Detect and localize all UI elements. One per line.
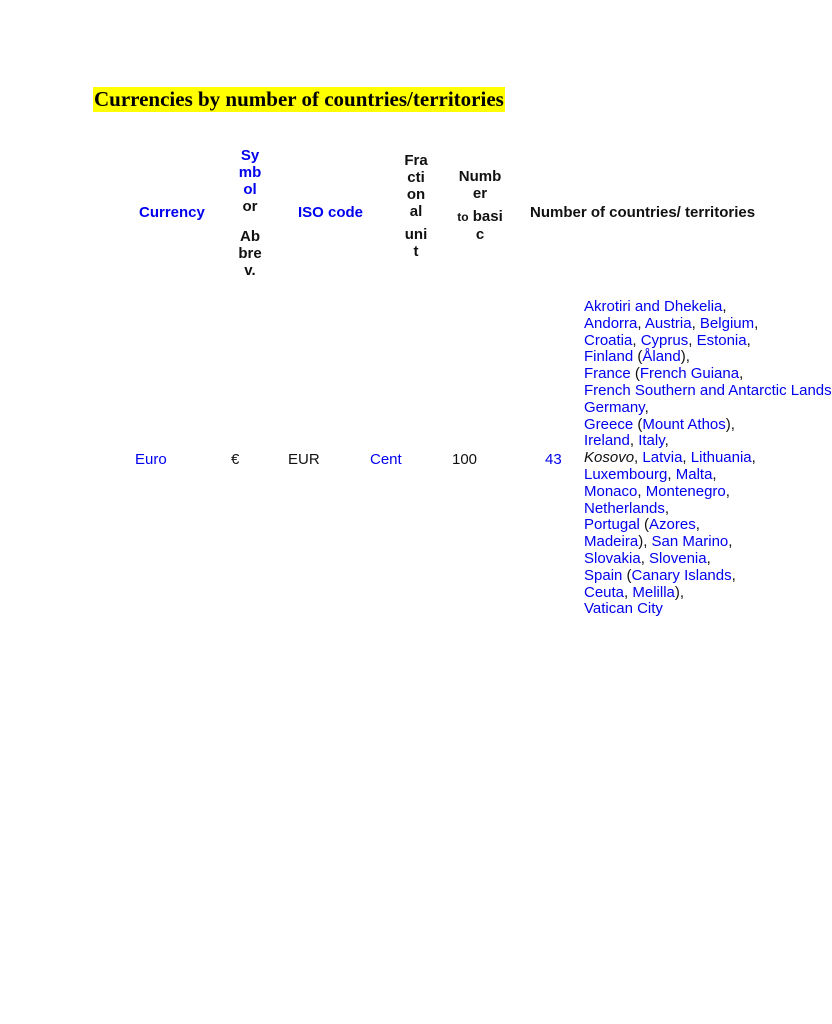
countries-list	[584, 298, 832, 618]
page-title: Currencies by number of countries/territories	[94, 87, 504, 111]
header-symbol	[229, 147, 271, 279]
country-link[interactable]: Akrotiri and Dhekelia	[584, 298, 723, 315]
country-link[interactable]: Belgium	[699, 314, 755, 332]
country-link[interactable]: Canary Islands	[631, 566, 732, 584]
country-link[interactable]: French Guiana	[639, 365, 740, 383]
header-countries: Number of countries/ territories	[530, 204, 756, 221]
country-separator: ,	[634, 449, 643, 467]
countries-line	[584, 433, 768, 450]
currency-iso: EUR	[288, 451, 320, 468]
country-link[interactable]: Greece	[584, 415, 634, 433]
country-link[interactable]: France	[584, 365, 631, 383]
country-separator: ,	[725, 482, 730, 500]
country-link[interactable]: Italy	[638, 432, 665, 450]
country-link[interactable]: Azores	[649, 516, 696, 534]
header-number-line: er	[472, 185, 488, 202]
header-basic-line: c	[475, 226, 485, 243]
country-link[interactable]: Netherlands	[584, 499, 665, 517]
country-link[interactable]: Andorra	[584, 314, 638, 332]
country-separator: (	[630, 365, 640, 383]
header-symbol-or: or	[242, 198, 258, 215]
header-fractional-line: Fra	[404, 152, 428, 169]
header-abbrev-line: bre	[238, 245, 262, 262]
country-separator: ,	[754, 314, 759, 332]
countries-line	[584, 299, 768, 316]
header-fractional-line: cti	[407, 169, 425, 186]
countries-line	[584, 601, 768, 618]
header-symbol-line[interactable]: mb	[238, 164, 262, 181]
countries-line	[584, 551, 768, 568]
country-link[interactable]: Lithuania	[690, 449, 752, 467]
country-separator: ,	[637, 482, 646, 500]
header-fractional-line: on	[406, 186, 426, 203]
fractional-unit-link[interactable]: Cent	[370, 451, 402, 468]
countries-line	[584, 400, 768, 417]
country-link[interactable]: Mount Athos	[642, 415, 726, 433]
countries-line	[584, 333, 768, 350]
header-number-line: Numb	[458, 168, 502, 185]
header-to-basic-line	[452, 208, 508, 226]
countries-line	[584, 450, 768, 467]
country-link[interactable]: Malta	[675, 465, 713, 483]
countries-line	[584, 568, 768, 585]
country-link[interactable]: Cyprus	[640, 331, 689, 349]
country-separator: ,	[722, 298, 727, 315]
country-link[interactable]: Estonia	[696, 331, 747, 349]
country-separator: ,	[629, 432, 639, 450]
country-separator: ,	[682, 449, 691, 467]
countries-line	[584, 349, 768, 366]
countries-line	[584, 467, 768, 484]
country-link[interactable]: Vatican City	[584, 600, 663, 618]
header-number-to-basic	[452, 168, 508, 243]
country-link[interactable]: Slovakia	[584, 549, 641, 567]
header-iso-code-link[interactable]: ISO code	[298, 204, 364, 221]
number-to-basic: 100	[452, 451, 478, 468]
country-separator: ,	[624, 583, 633, 601]
header-currency-link[interactable]: Currency	[139, 204, 205, 221]
country-separator: ,	[664, 499, 670, 517]
country-separator: ,	[712, 465, 717, 483]
countries-line	[584, 501, 768, 518]
country-link[interactable]: French Southern and Antarctic Lands	[584, 381, 832, 399]
country-link[interactable]: Slovenia	[649, 549, 707, 567]
header-fractional-line: al	[409, 203, 423, 220]
country-separator: ,	[691, 314, 700, 332]
header-unit-line: t	[413, 243, 419, 260]
country-separator: ),	[725, 415, 735, 433]
countries-line	[584, 517, 768, 534]
header-symbol-line[interactable]: ol	[243, 181, 257, 198]
country-link[interactable]: Ireland	[584, 432, 630, 450]
countries-line	[584, 417, 768, 434]
countries-line	[584, 366, 768, 383]
countries-line	[584, 381, 832, 400]
country-separator: ,	[644, 398, 649, 416]
country-separator: (	[639, 516, 650, 534]
country-separator: ,	[695, 516, 700, 534]
country-link[interactable]: Spain	[584, 566, 623, 584]
header-abbrev-line: v.	[244, 262, 256, 279]
country-separator: ,	[637, 314, 645, 332]
country-link[interactable]: Montenegro	[645, 482, 726, 500]
header-unit-line: uni	[404, 226, 428, 243]
country-separator: (	[622, 566, 632, 584]
country-separator: ,	[739, 365, 744, 383]
country-separator: ),	[638, 533, 652, 551]
country-link[interactable]: Ceuta	[584, 583, 625, 601]
country-separator: ,	[632, 331, 641, 349]
header-fractional-unit	[396, 152, 436, 260]
country-link[interactable]: Austria	[644, 314, 692, 332]
country-separator: ,	[728, 533, 733, 551]
header-abbrev-line: Ab	[240, 228, 260, 245]
countries-line	[584, 484, 768, 501]
country-link[interactable]: Monaco	[584, 482, 638, 500]
country-separator: (	[633, 348, 643, 366]
country-separator: ,	[751, 449, 756, 467]
country-link[interactable]: Melilla	[632, 583, 675, 601]
country-link[interactable]: Latvia	[642, 449, 683, 467]
countries-line	[584, 585, 768, 602]
country-separator: ,	[667, 465, 676, 483]
country-separator: (	[633, 415, 643, 433]
country-link[interactable]: Croatia	[584, 331, 633, 349]
header-basic-line: basi	[472, 208, 503, 225]
country-separator: ,	[640, 549, 650, 567]
countries-line	[584, 534, 768, 551]
currency-euro-link[interactable]: Euro	[135, 451, 167, 468]
header-spacer	[229, 215, 271, 228]
country-link[interactable]: Finland	[584, 348, 634, 366]
country-link[interactable]: San Marino	[651, 533, 729, 551]
country-separator: ,	[688, 331, 697, 349]
country-separator: ),	[674, 583, 685, 601]
country-link[interactable]: Portugal	[584, 516, 640, 534]
currency-symbol: €	[231, 451, 240, 468]
country-link[interactable]: Germany	[584, 398, 645, 416]
country-separator: ,	[706, 549, 711, 567]
countries-line	[584, 316, 768, 333]
country-separator: ,	[664, 432, 669, 450]
countries-count-link[interactable]: 43	[545, 451, 562, 468]
country-separator: ,	[731, 566, 736, 584]
country-link[interactable]: Madeira	[584, 533, 639, 551]
country-name: Kosovo	[584, 449, 635, 467]
header-symbol-line[interactable]: Sy	[240, 147, 260, 164]
header-to-small: to	[457, 210, 469, 224]
country-separator: ,	[746, 331, 751, 349]
country-link[interactable]: Luxembourg	[584, 465, 668, 483]
country-separator: ),	[680, 348, 690, 366]
country-link[interactable]: Åland	[642, 348, 681, 366]
